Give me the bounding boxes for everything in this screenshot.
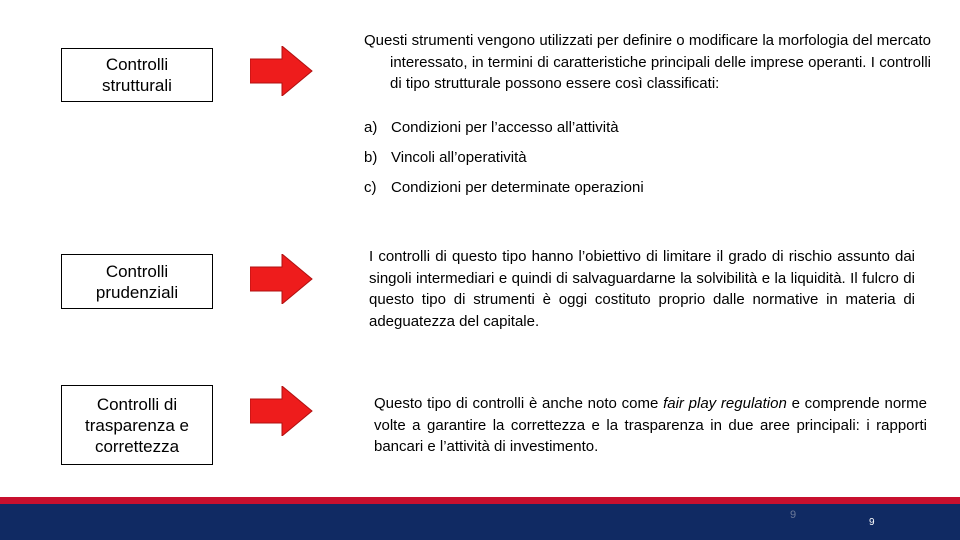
box-line: Controlli di bbox=[96, 394, 178, 414]
box-controlli-strutturali bbox=[61, 48, 213, 102]
list-item-text: Condizioni per l’accesso all’attività bbox=[391, 119, 619, 136]
paragraph-strutturali: Questi strumenti vengono utilizzati per definire o modificare la morfologia del mercato interessato, in termini di caratteristiche principali delle imprese operanti. I controlli di tipo strutturale possono essere così classificati: bbox=[364, 32, 931, 92]
list-item bbox=[364, 178, 644, 198]
arrow-shape bbox=[250, 46, 312, 96]
footer-bar bbox=[0, 504, 960, 540]
paragraph-trasparenza bbox=[374, 393, 927, 458]
list-item-label: c) bbox=[364, 179, 377, 196]
box-line: prudenziali bbox=[95, 282, 179, 302]
right-arrow-icon bbox=[250, 386, 314, 436]
box-line: correttezza bbox=[94, 436, 180, 456]
arrow-shape bbox=[250, 254, 312, 304]
paragraph-text: e comprende norme volte a garantire la correttezza e la trasparenza in due aree principali: i rapporti bancari e l’attività di investimento. bbox=[374, 395, 928, 455]
page-number: 9 bbox=[869, 517, 875, 528]
arrow-shape bbox=[250, 386, 312, 436]
list-item-label: a) bbox=[364, 119, 378, 136]
right-arrow-icon bbox=[250, 46, 314, 96]
list-item-text: Condizioni per determinate operazioni bbox=[391, 179, 644, 196]
box-line: trasparenza e bbox=[85, 415, 189, 435]
footer-red-stripe bbox=[0, 497, 960, 504]
list-item bbox=[364, 148, 527, 168]
right-arrow-icon bbox=[250, 254, 314, 304]
box-line: Controlli bbox=[105, 55, 169, 74]
paragraph-italic-term: fair play regulation bbox=[663, 395, 787, 412]
box-line: strutturali bbox=[102, 76, 172, 95]
paragraph-prudenziali: I controlli di questo tipo hanno l’obiettivo di limitare il grado di rischio assunto dai singoli intermediari e quindi di salvaguardarne la solvibilità e la liquidità. Il fulcro di questo tipo di strumenti è oggi costituto proprio dalle normative in materia di adeguatezza del capitale. bbox=[369, 248, 915, 330]
list-item-label: b) bbox=[364, 149, 378, 166]
box-line: Controlli bbox=[105, 261, 169, 281]
list-item bbox=[364, 118, 619, 138]
page-number-left: 9 bbox=[790, 509, 797, 521]
box-controlli-trasparenza bbox=[61, 385, 213, 465]
box-controlli-prudenziali bbox=[61, 254, 213, 309]
list-item-text: Vincoli all’operatività bbox=[391, 149, 527, 166]
paragraph-text: Questo tipo di controlli è anche noto come bbox=[374, 395, 664, 412]
